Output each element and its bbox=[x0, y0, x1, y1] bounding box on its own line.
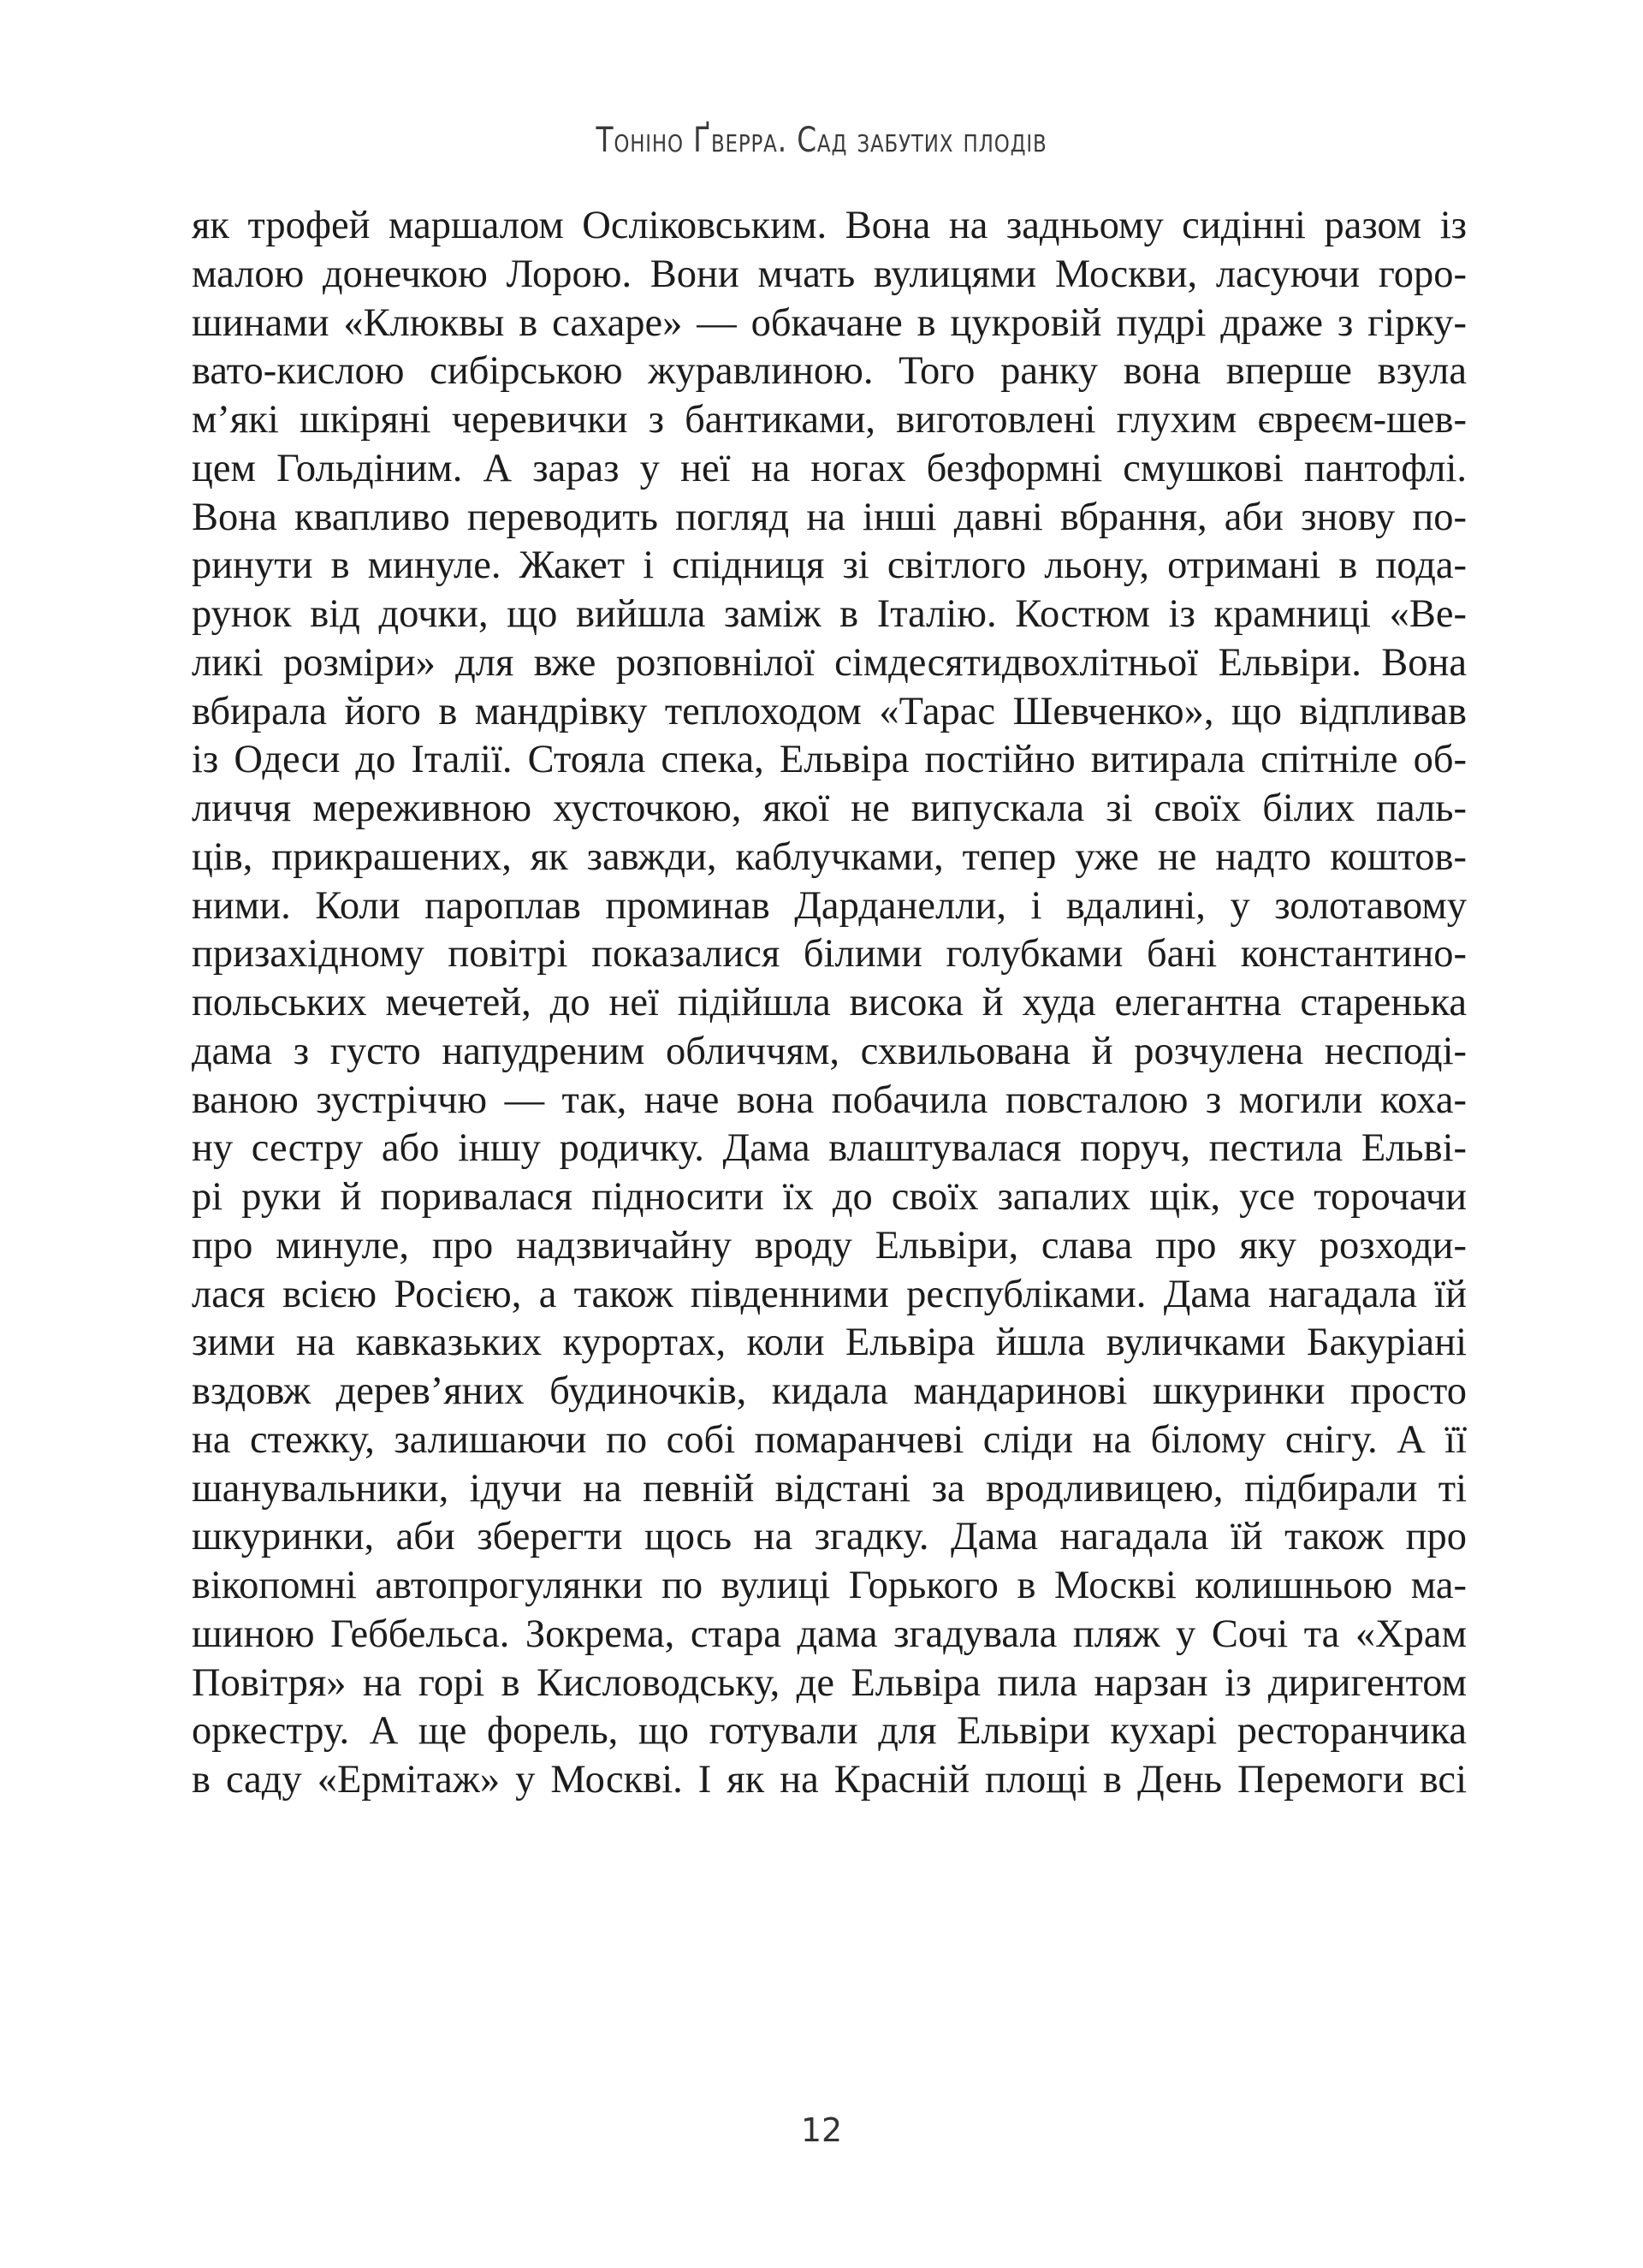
text-line: шкуринки, аби зберегти щось на згадку. Дама нагадала їй також про bbox=[192, 1515, 1467, 1559]
text-line: ців, прикрашених, як завжди, каблучками, тепер уже не надто коштов- bbox=[192, 834, 1467, 879]
text-line: вздовж дерев’яних будиночків, кидала мандаринові шкуринки просто bbox=[192, 1369, 1467, 1413]
running-header: Тоніно Ґверра. Сад забутих плодів bbox=[596, 121, 1047, 160]
text-line: цем Гольдіним. А зараз у неї на ногах безформні смушкові пантофлі. bbox=[192, 446, 1467, 490]
text-line: в саду «Ермітаж» у Москві. І як на Красній площі в День Перемоги всі bbox=[192, 1758, 1467, 1802]
text-line: ликі розміри» для вже розповнілої сімдесятидвохлітньої Ельвіри. Вона bbox=[192, 640, 1467, 685]
text-line: призахідному повітрі показалися білими голубками бані константино- bbox=[192, 932, 1467, 977]
text-line: оркестру. А ще форель, що готували для Ельвіри кухарі ресторанчика bbox=[192, 1709, 1467, 1754]
text-line: на стежку, залишаючи по собі помаранчеві сліди на білому снігу. А її bbox=[192, 1417, 1467, 1462]
text-line: лася всією Росією, а також південними республіками. Дама нагадала їй bbox=[192, 1272, 1467, 1316]
text-line: Вона квапливо переводить погляд на інші давні вбрання, аби знову по- bbox=[192, 495, 1467, 539]
body-text bbox=[192, 202, 1467, 1805]
text-line: вато-кислою сибірською журавлиною. Того ранку вона вперше взула bbox=[192, 349, 1467, 394]
page-number: 12 bbox=[800, 2111, 843, 2149]
text-line: як трофей маршалом Осліковським. Вона на задньому сидінні разом із bbox=[192, 204, 1467, 247]
text-line: рі руки й поривалася підносити їх до своїх запалих щік, усе торочачи bbox=[192, 1175, 1467, 1219]
text-line: шинами «Клюквы в сахаре» — обкачане в цукровій пудрі драже з гірку- bbox=[192, 300, 1467, 345]
text-line: дама з густо напудреним обличчям, схвильована й розчулена несподі- bbox=[192, 1029, 1467, 1073]
text-line: вбирала його в мандрівку теплоходом «Тарас Шевченко», що відпливав bbox=[192, 689, 1467, 733]
text-line: шиною Геббельса. Зокрема, стара дама згадувала пляж у Сочі та «Храм bbox=[192, 1612, 1467, 1656]
text-line: ними. Коли пароплав проминав Дарданелли, і вдалині, у золотавому bbox=[192, 883, 1467, 928]
text-line: личчя мереживною хусточкою, якої не випускала зі своїх білих паль- bbox=[192, 787, 1467, 830]
text-line: вікопомні автопрогулянки по вулиці Горького в Москві колишньою ма- bbox=[192, 1564, 1467, 1607]
text-line: Повітря» на горі в Кисловодську, де Ельвіра пила нарзан із диригентом bbox=[192, 1660, 1467, 1705]
text-line: про минуле, про надзвичайну вроду Ельвіри, слава про яку розходи- bbox=[192, 1223, 1467, 1268]
text-line: ну сестру або іншу родичку. Дама влаштувалася поруч, пестила Ельві- bbox=[192, 1126, 1467, 1171]
text-line: зими на кавказьких курортах, коли Ельвіра йшла вуличками Бакуріані bbox=[192, 1321, 1467, 1365]
text-line: із Одеси до Італії. Стояла спека, Ельвіра постійно витирала спітніле об- bbox=[192, 738, 1467, 782]
text-line: рунок від дочки, що вийшла заміж в Італію. Костюм із крамниці «Ве- bbox=[192, 592, 1467, 636]
text-line: польських мечетей, до неї підійшла висока й худа елегантна старенька bbox=[192, 981, 1467, 1024]
text-line: м’які шкіряні черевички з бантиками, виготовлені глухим євреєм-шев- bbox=[192, 398, 1467, 442]
text-line: малою донечкою Лорою. Вони мчать вулицями Москви, ласуючи горо- bbox=[192, 252, 1467, 296]
text-line: ваною зустріччю — так, наче вона побачила повсталою з могили коха- bbox=[192, 1078, 1467, 1122]
text-line: ринути в минуле. Жакет і спідниця зі світлого льону, отримані в пода- bbox=[192, 543, 1467, 588]
text-line: шанувальники, ідучи на певній відстані за вродливицею, підбирали ті bbox=[192, 1466, 1467, 1511]
